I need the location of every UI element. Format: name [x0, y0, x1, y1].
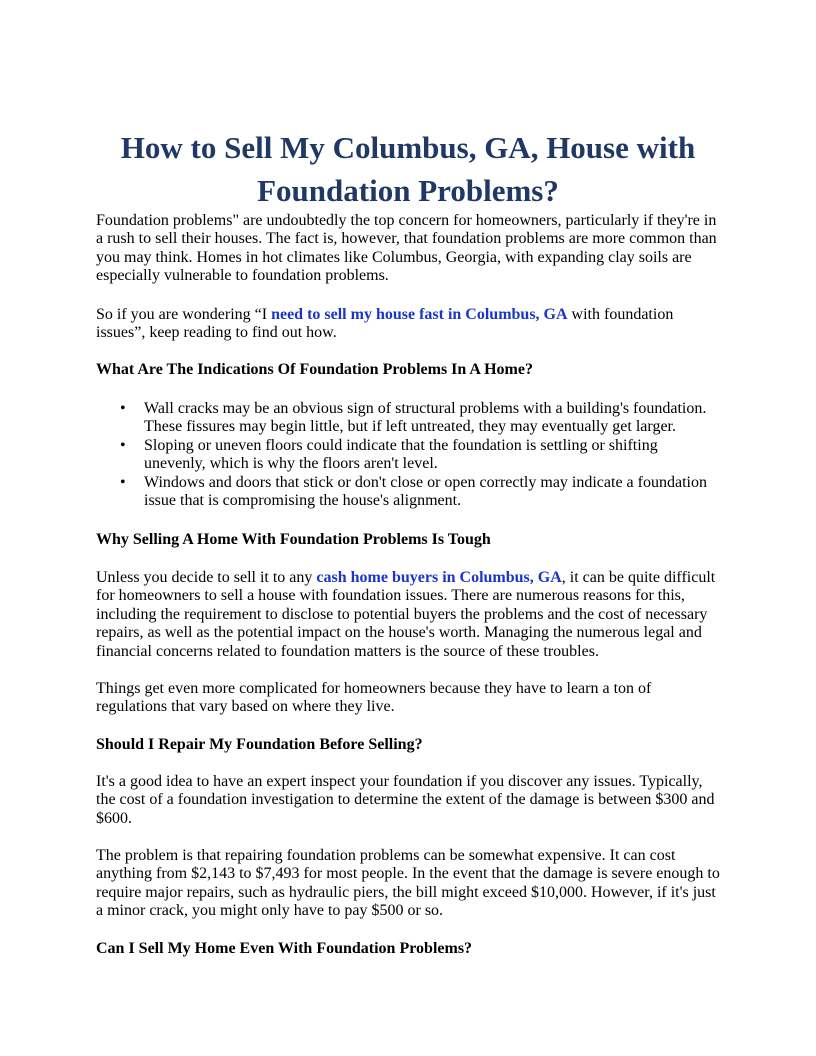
sell-fast-paragraph — [96, 306, 720, 343]
bullet-icon: • — [120, 473, 126, 491]
list-item — [96, 437, 720, 474]
indications-list — [96, 400, 720, 510]
section-heading-can-i-sell: Can I Sell My Home Even With Foundation Problems? — [96, 940, 473, 957]
regulations-paragraph: Things get even more complicated for homeowners because they have to learn a ton of regulations that vary based on where they live. — [96, 680, 652, 716]
cash-home-buyers-link[interactable]: cash home buyers in Columbus, GA — [316, 569, 562, 586]
repair-cost-paragraph: The problem is that repairing foundation problems can be somewhat expensive. It can cost anything from $2,143 to $7,493 for most people. In the event that the damage is severe enough to require major repairs, such as hydraulic piers, the bill might exceed $10,000. However, if it's just a minor crack, you might only have to pay $500 or so. — [96, 847, 720, 920]
cash-buyers-text-before: Unless you decide to sell it to any — [96, 569, 317, 586]
section-heading-indications: What Are The Indications Of Foundation Problems In A Home? — [96, 361, 533, 378]
page-title — [96, 126, 720, 212]
section-heading-why-tough: Why Selling A Home With Foundation Problems Is Tough — [96, 531, 491, 548]
sell-house-fast-link[interactable]: need to sell my house fast in Columbus, GA — [271, 306, 568, 323]
sell-fast-text-after: with foundation issues”, keep reading to find out how. — [96, 306, 674, 342]
sell-fast-text-before: So if you are wondering “I — [96, 306, 272, 323]
list-item-text: Sloping or uneven floors could indicate that the foundation is settling or shifting unevenly, which is why the floors aren't level. — [144, 436, 658, 473]
list-item — [96, 400, 720, 437]
list-item-text: Wall cracks may be an obvious sign of structural problems with a building's foundation. These fissures may begin little, but if left untreated, they may eventually get larger. — [144, 400, 707, 436]
intro-paragraph: Foundation problems" are undoubtedly the top concern for homeowners, particularly if they're in a rush to sell their houses. The fact is, however, that foundation problems are more common than you may think. Homes in hot climates like Columbus, Georgia, with expanding clay soils are especially vulnerable to foundation problems. — [96, 212, 717, 285]
bullet-icon: • — [120, 400, 126, 417]
inspection-paragraph: It's a good idea to have an expert inspect your foundation if you discover any issues. Typically, the cost of a foundation investigation to determine the extent of the damage is between $300 and $600. — [96, 773, 715, 827]
list-item — [96, 474, 720, 511]
cash-buyers-paragraph — [96, 569, 720, 661]
page-title-line-1: How to Sell My Columbus, GA, House with — [120, 130, 696, 165]
cash-buyers-text-after: , it can be quite difficult for homeowners to sell a house with foundation issues. There are numerous reasons for this, including the requirement to disclose to potential buyers the problems and the cost of necessary repairs, as well as the potential impact on the house's worth. Managing the numerous legal and financial concerns related to foundation matters is the source of these troubles. — [96, 569, 716, 660]
list-item-text: Windows and doors that stick or don't close or open correctly may indicate a foundation issue that is compromising the house's alignment. — [144, 473, 707, 510]
section-heading-repair: Should I Repair My Foundation Before Selling? — [96, 736, 423, 753]
page-title-line-2: Foundation Problems? — [257, 173, 559, 208]
bullet-icon: • — [120, 436, 126, 454]
